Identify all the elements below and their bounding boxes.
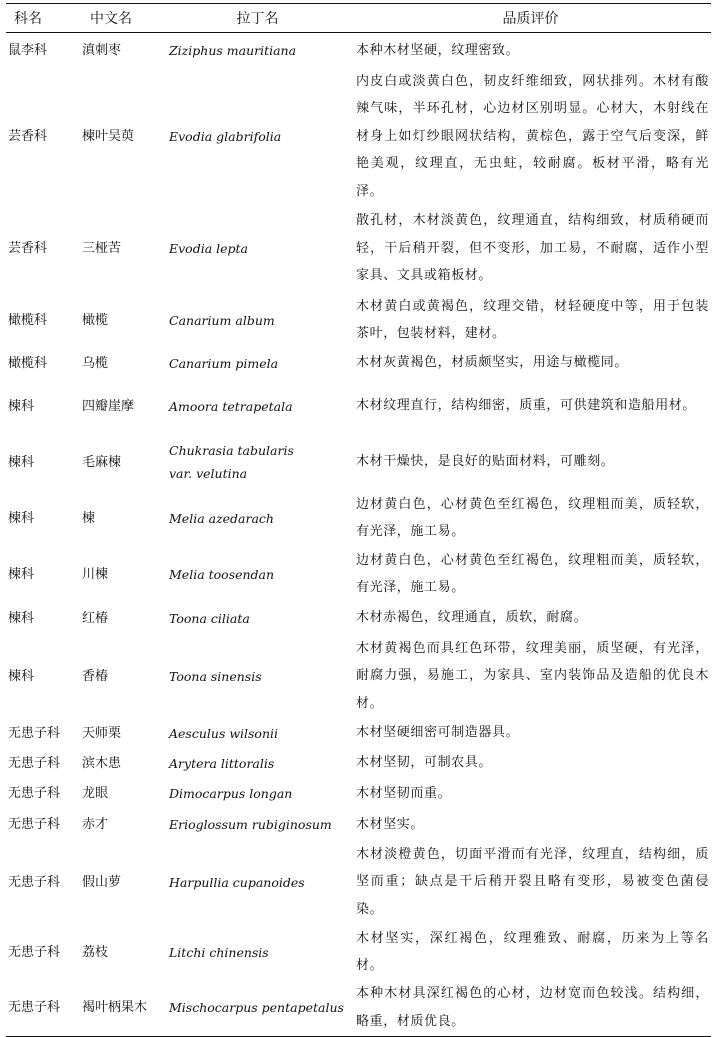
cell-latin-name: Toona ciliata [169, 610, 250, 626]
cell-quality: 木材坚韧而重。 [356, 785, 452, 801]
table-row [6, 748, 711, 778]
table-row [6, 490, 711, 546]
cell-latin-name: Melia azedarach [169, 510, 274, 526]
table-row [6, 546, 711, 602]
table-row [6, 348, 711, 378]
cell-family: 鼠李科 [8, 42, 48, 58]
cell-family: 橄榄科 [8, 312, 48, 328]
cell-quality: 木材淡橙黄色，切面平滑而有光泽，纹理直，结构细，质坚而重；缺点是干后稍开裂且略有变形，易被变色菌侵染。 [356, 846, 709, 917]
cell-quality: 边材黄白色，心材黄色至红褐色，纹理粗而美，质轻软，有光泽，施工易。 [356, 496, 709, 539]
cell-quality: 木材黄褐色而具红色环带，纹理美丽，质坚硬，有光泽，耐腐力强，易施工，为家具、室内装饰品及造船的优良木材。 [356, 640, 709, 711]
cell-chinese-name: 滨木患 [82, 755, 122, 771]
table-header [6, 4, 711, 33]
table-row [6, 778, 711, 809]
cell-latin-name: Evodia glabrifolia [169, 128, 282, 144]
cell-quality: 木材黄白或黄褐色，纹理交错，材轻硬度中等，用于包装茶叶，包装材料，建材。 [356, 298, 709, 341]
cell-family: 无患子科 [6, 980, 78, 1036]
cell-family: 芸香科 [8, 128, 48, 144]
cell-chinese-name: 荔枝 [82, 944, 109, 960]
cell-chinese-name: 香椿 [82, 668, 109, 684]
cell-chinese-name: 毛麻楝 [82, 454, 122, 470]
table-row [6, 980, 711, 1036]
cell-quality: 散孔材，木材淡黄色，纹理通直，结构细致，材质稍硬而轻，干后稍开裂，但不变形，加工易，不耐腐，适作小型家具、文具或箱板材。 [356, 213, 709, 284]
table-row [6, 924, 711, 980]
table-row [6, 434, 711, 490]
cell-family: 无患子科 [8, 817, 61, 832]
cell-quality: 木材坚硬细密可制造器具。 [356, 725, 520, 741]
cell-family: 楝科 [8, 398, 35, 414]
table-row [6, 205, 711, 292]
cell-quality: 木材坚实，深红褐色，纹理雅致、耐腐，历来为上等名材。 [356, 930, 709, 973]
cell-latin-name: Amoora tetrapetala [169, 398, 293, 414]
cell-latin-name: Dimocarpus longan [169, 786, 293, 801]
cell-latin-name: Arytera littoralis [169, 755, 275, 771]
header-family: 科名 [6, 4, 78, 33]
header-latin-name: 拉丁名 [165, 4, 350, 33]
table-body [6, 33, 711, 1037]
latin-name-line: Chukrasia tabularis [169, 443, 294, 458]
cell-latin-name: Mischocarpus pentapetalus [165, 980, 350, 1036]
cell-chinese-name: 天师栗 [82, 725, 122, 741]
cell-family: 无患子科 [8, 786, 61, 801]
cell-chinese-name: 橄榄 [82, 312, 109, 328]
cell-family: 芸香科 [8, 241, 48, 256]
cell-latin-name [165, 434, 350, 490]
cell-quality: 木材干燥快，是良好的贴面材料，可雕刻。 [356, 454, 615, 470]
cell-family: 楝科 [8, 668, 35, 684]
cell-family: 楝科 [8, 610, 35, 626]
cell-family: 楝科 [8, 566, 35, 582]
cell-chinese-name: 龙眼 [82, 786, 109, 801]
cell-family: 楝科 [8, 510, 35, 526]
wood-quality-table [6, 3, 711, 1037]
cell-chinese-name: 红椿 [82, 610, 109, 626]
cell-family: 无患子科 [8, 874, 61, 890]
cell-quality: 本种木材坚硬，纹理密致。 [356, 42, 520, 58]
cell-latin-name: Toona sinensis [169, 668, 262, 684]
cell-chinese-name: 赤才 [82, 817, 109, 832]
cell-family: 无患子科 [8, 755, 61, 771]
table-row [6, 292, 711, 348]
cell-quality: 木材坚实。 [356, 816, 425, 832]
cell-chinese-name: 褐叶柄果木 [78, 980, 165, 1036]
table-row [6, 809, 711, 840]
cell-latin-name: Ziziphus mauritiana [169, 42, 297, 58]
cell-latin-name: Erioglossum rubiginosum [169, 817, 332, 832]
header-chinese-name: 中文名 [78, 4, 165, 33]
table-row [6, 718, 711, 748]
cell-quality: 本种木材具深红褐色的心材，边材宽而色较浅。结构细，略重，材质优良。 [350, 980, 711, 1036]
cell-family: 橄榄科 [8, 355, 48, 371]
cell-latin-name: Evodia lepta [169, 241, 249, 256]
table-row [6, 378, 711, 434]
cell-chinese-name: 楝叶吴萸 [82, 128, 135, 144]
cell-chinese-name: 三桠苦 [82, 241, 122, 256]
cell-latin-name: Harpullia cupanoides [169, 874, 305, 890]
cell-chinese-name: 四瓣崖摩 [82, 398, 135, 414]
cell-latin-name: Canarium pimela [169, 355, 279, 371]
cell-latin-name: Aesculus wilsonii [169, 725, 279, 741]
table-row [6, 33, 711, 68]
cell-quality: 木材赤褐色，纹理通直，质软，耐腐。 [356, 610, 588, 626]
cell-family: 无患子科 [8, 944, 61, 960]
table-row [6, 602, 711, 634]
cell-quality: 木材坚韧，可制农具。 [356, 755, 493, 771]
header-quality: 品质评价 [350, 4, 711, 33]
cell-quality: 木材纹理直行，结构细密，质重，可供建筑和造船用材。 [356, 398, 697, 414]
cell-latin-name: Canarium album [169, 312, 275, 328]
cell-quality: 边材黄白色，心材黄色至红褐色，纹理粗而美，质轻软，有光泽，施工易。 [356, 552, 709, 595]
cell-family: 楝科 [8, 454, 35, 470]
latin-variety-line: var. velutina [169, 466, 248, 481]
cell-chinese-name: 滇刺枣 [82, 42, 122, 58]
cell-chinese-name: 假山萝 [82, 874, 122, 890]
cell-quality: 内皮白或淡黄白色，韧皮纤维细致，网状排列。木材有酸辣气味，半环孔材，心边材区别明显。心材大，木射线在材身上如灯纱眼网状结构，黄棕色，露于空气后变深，鲜艳美观，纹理直，无虫蛀，较耐腐。板材平滑，略有光泽。 [356, 73, 709, 199]
table-row [6, 840, 711, 924]
table-row [6, 68, 711, 206]
cell-chinese-name: 川楝 [82, 566, 109, 582]
cell-latin-name: Melia toosendan [169, 566, 275, 582]
cell-family: 无患子科 [8, 725, 61, 741]
table-row [6, 634, 711, 718]
cell-latin-name: Litchi chinensis [169, 944, 269, 960]
cell-quality: 木材灰黄褐色，材质颇坚实，用途与橄榄同。 [356, 355, 629, 371]
cell-chinese-name: 楝 [82, 510, 96, 526]
cell-chinese-name: 乌榄 [82, 355, 109, 371]
